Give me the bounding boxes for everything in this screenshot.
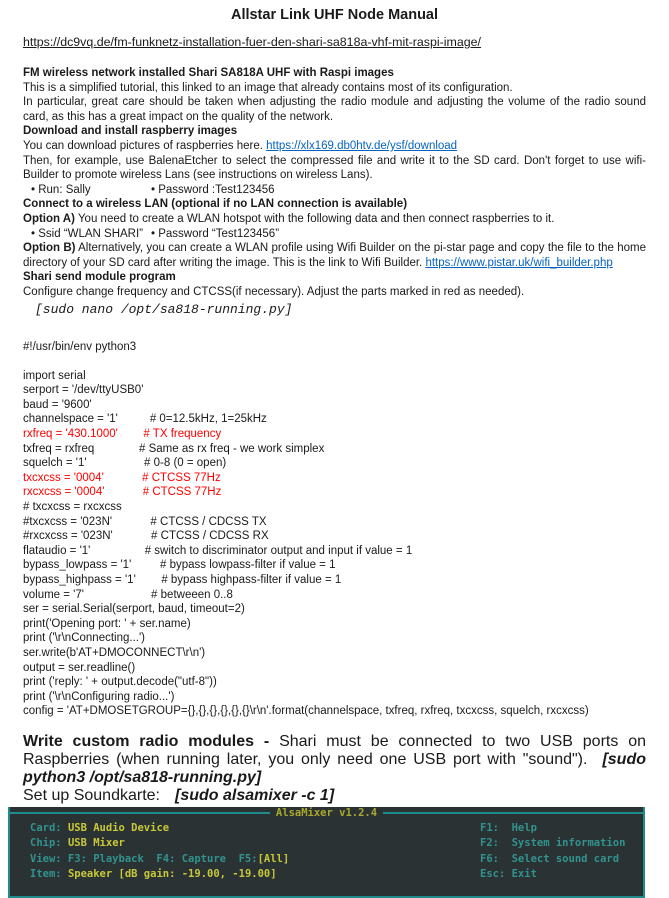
text-segment: [sudo nano /opt/sa818-running.py] [35,301,293,317]
paragraph [23,212,646,227]
terminal-fkey-menu [480,821,625,883]
terminal-fkey-item: F1: Help [480,821,537,834]
code-line: channelspace = '1' # 0=12.5kHz, 1=25kHz [23,413,267,426]
code-line: txcxcss = '0004' # CTCSS 77Hz [23,471,221,484]
bullet-list-row [31,183,646,198]
text-segment: FM wireless network installed Shari SA818A UHF with Raspi images [23,67,394,79]
code-line: ser.write(b'AT+DMOCONNECT\r\n') [23,646,206,659]
paragraph [23,733,646,787]
code-line: output = ser.readline() [23,661,136,674]
text-segment: This is a simplified tutorial, this linked to an image that already contains most of its configuration. [23,81,513,94]
code-line: print ('\r\nConnecting...') [23,632,145,645]
text-segment: Alternatively, you can create a WLAN profile using Wifi Builder on the pi-star page and copy the file to the home directory of your SD card after writing the image. This is the link to Wifi Builder. [23,242,647,269]
text-segment: You can download pictures of raspberries here. [23,139,267,152]
code-line: config = 'AT+DMOSETGROUP={},{},{},{},{},{}\r\n'.format(channelspace, txfreq, rxfreq, txcxcss, squelch, rxcxcss) [23,705,589,718]
paragraph [23,154,646,183]
terminal-label-text: Chip: [30,837,68,850]
python-code-block [23,340,646,719]
code-line: rxcxcss = '0004' # CTCSS 77Hz [23,486,222,499]
text-segment: Shari must be connected to two USB ports on Raspberries (when running later, you only need one USB port with "sound"). [23,732,646,768]
terminal-fkey-item: F2: System information [480,837,626,850]
text-segment: Shari send module program [23,271,176,284]
code-line: flataudio = '1' # switch to discriminator output and input if value = 1 [23,544,413,557]
terminal-label-text: View: F3: Playback F4: Capture F5: [30,852,258,865]
code-line: print('Opening port: ' + ser.name) [23,617,191,630]
text-segment: In particular, great care should be taken when adjusting the radio module and adjusting the volume of the radio sound card, as this has a great impact on the quality of the network. [23,96,646,123]
text-segment: Option B) [23,242,76,255]
text-segment: Then, for example, use BalenaEtcher to select the compressed file and write it to the SD card. Don't forget to use wifi-Builder to promote wireless Lans (see instructions on wireless Lans). [23,154,646,182]
bullet-item: • Run: Sally [31,183,91,196]
bullet-item: • Ssid “WLAN SHARI” [31,227,144,240]
text-segment: Option A) [23,212,75,225]
terminal-label-text: Item: [30,868,68,881]
terminal-fkey-item: F6: Select sound card [480,852,620,865]
text-segment: You need to create a WLAN hotspot with the following data and then connect raspberries to it. [74,212,555,225]
terminal-border-line [10,812,270,814]
terminal-fkey-item: Esc: Exit [480,868,537,881]
document-body [23,66,646,318]
terminal-status-rows [30,821,289,883]
text-segment: [sudo python3 /opt/sa818-running.py] [23,750,646,786]
code-line: # txcxcss = rxcxcss [23,501,122,514]
hyperlink[interactable]: https://www.pistar.uk/wifi_builder.php [425,256,613,269]
terminal-value-text: [All] [257,852,290,865]
code-line: baud = '9600' [23,398,92,411]
document-body-after-code [23,733,646,805]
manual-source-link[interactable]: https://dc9vq.de/fm-funknetz-installation-fuer-den-shari-sa818a-vhf-mit-raspi-image/ [23,35,481,49]
paragraph [23,124,646,139]
bullet-item: • Password “Test123456” [151,227,280,240]
code-line: txfreq = rxfreq # Same as rx freq - we work simplex [23,442,325,455]
code-line: bypass_lowpass = '1' # bypass lowpass-filter if value = 1 [23,559,336,572]
paragraph [23,139,646,154]
code-line: rxfreq = '430.1000' # TX frequency [23,428,222,441]
terminal-titlebar [10,807,643,820]
paragraph [23,95,646,124]
text-segment: Write custom radio modules - [23,732,280,750]
page-title: Allstar Link UHF Node Manual [230,7,439,23]
code-line: bypass_highpass = '1' # bypass highpass-filter if value = 1 [23,574,342,586]
code-line: volume = '7' # betweeen 0..8 [23,588,233,601]
code-line: print ('\r\nConfiguring radio...') [23,690,175,703]
code-line: print ('reply: ' + output.decode("utf-8")) [23,676,217,689]
terminal-row [30,867,289,882]
text-segment: Connect to a wireless LAN (optional if no LAN connection is available) [23,198,408,211]
code-line: squelch = '1' # 0-8 (0 = open) [23,457,227,470]
paragraph [23,241,646,270]
code-line: #rxcxcss = '023N' # CTCSS / CDCSS RX [23,530,269,543]
code-line: #txcxcss = '023N' # CTCSS / CDCSS TX [23,515,267,528]
paragraph [35,302,646,318]
text-segment: Set up Soundkarte: [23,786,160,804]
terminal-border-line [383,812,643,814]
bullet-item: • Password :Test123456 [151,183,275,196]
terminal-value-text: USB Audio Device [67,821,170,834]
text-segment: Configure change frequency and CTCSS(if necessary). Adjust the parts marked in red as needed). [23,285,525,298]
alsamixer-terminal [8,807,645,898]
code-line: #!/usr/bin/env python3 [23,340,137,353]
bullet-list-row [31,227,646,242]
terminal-row [30,836,289,851]
terminal-row [30,852,289,867]
code-line: import serial [23,369,86,382]
paragraph [23,285,646,300]
hyperlink[interactable]: https://xlx169.db0htv.de/ysf/download [266,139,458,152]
text-segment: Download and install raspberry images [23,125,238,138]
text-segment: [sudo alsamixer -c 1] [174,786,335,804]
code-line: serport = '/dev/ttyUSB0' [23,384,144,397]
paragraph [23,197,646,212]
terminal-value-text: USB Mixer [67,837,125,850]
paragraph [23,270,646,285]
terminal-row [30,821,289,836]
paragraph [23,81,646,96]
paragraph [23,66,646,81]
terminal-label-text: Card: [30,821,68,834]
terminal-title: AlsaMixer v1.2.4 [275,807,378,820]
paragraph [23,787,646,805]
terminal-value-text: Speaker [dB gain: -19.00, -19.00] [67,868,277,881]
code-line [23,354,646,369]
code-line: ser = serial.Serial(serport, baud, timeout=2) [23,603,245,616]
